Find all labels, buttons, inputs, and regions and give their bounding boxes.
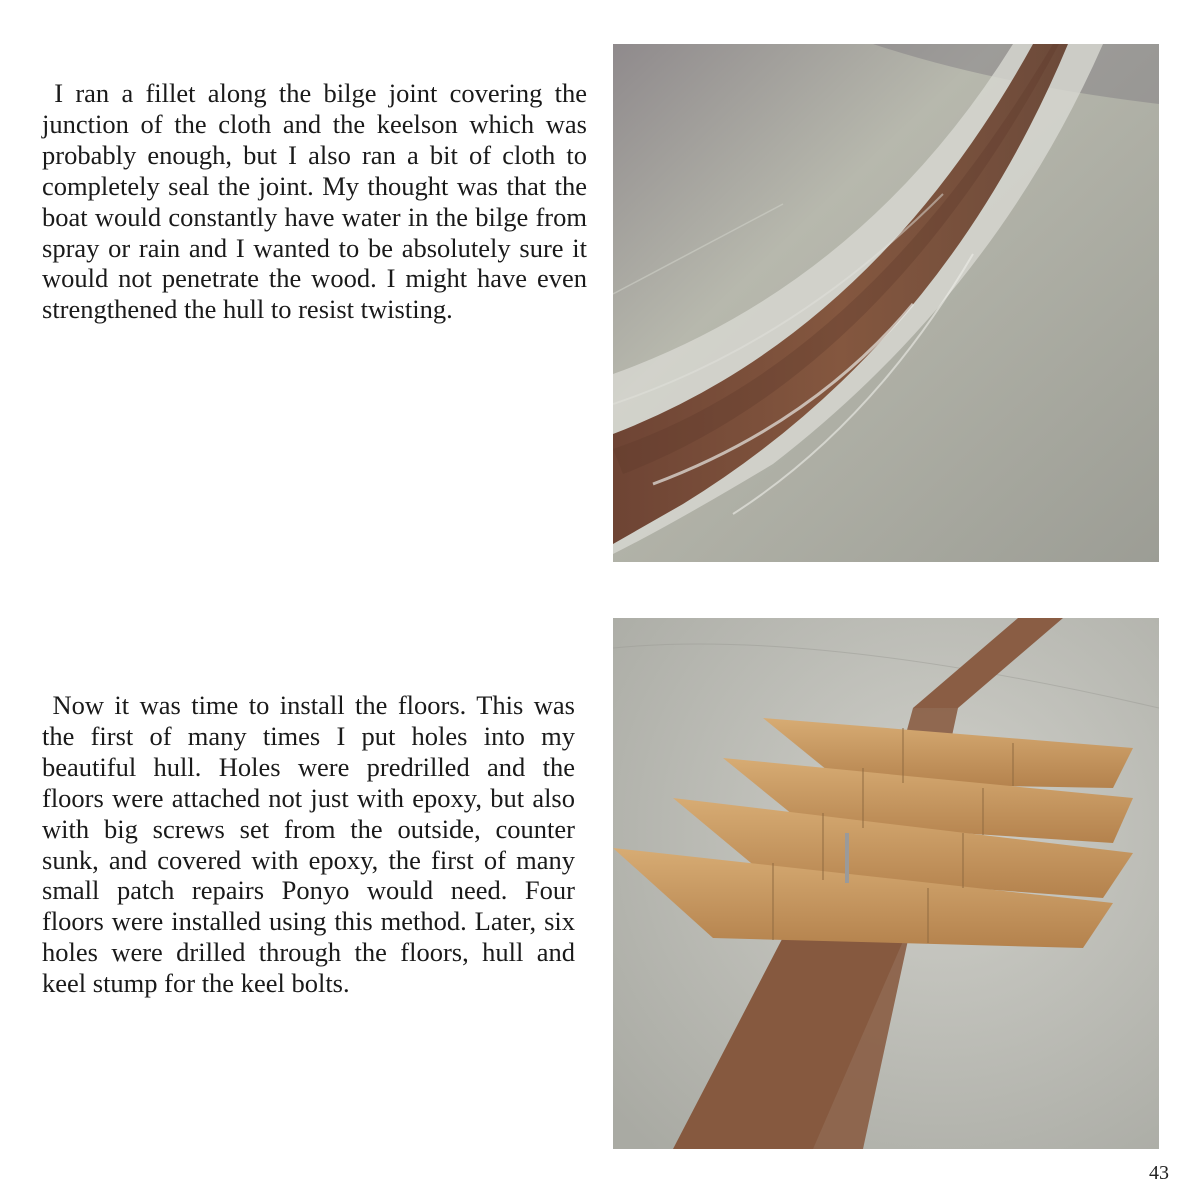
page-number: 43 xyxy=(1149,1162,1169,1184)
floors-installed-photo xyxy=(613,618,1159,1149)
paragraph-install-floors: Now it was time to install the floors. This was the first of many times I put holes into my beautiful hull. Holes were predrilled and the floors were attached not just with epoxy, but also with big screws set from the outside, counter sunk, and covered with epoxy, the first of many small patch repairs Ponyo would need. Four floors were installed using this method. Later, six holes were drilled through the floors, hull and keel stump for the keel bolts. xyxy=(42,690,575,999)
keelson-fillet-photo xyxy=(613,44,1159,562)
paragraph-bilge-joint: I ran a fillet along the bilge joint covering the junction of the cloth and the keelson which was probably enough, but I also ran a bit of cloth to completely seal the joint. My thought was that the boat would constantly have water in the bilge from spray or rain and I wanted to be absolutely sure it would not penetrate the wood. I might have even strengthened the hull to resist twisting. xyxy=(42,78,587,325)
